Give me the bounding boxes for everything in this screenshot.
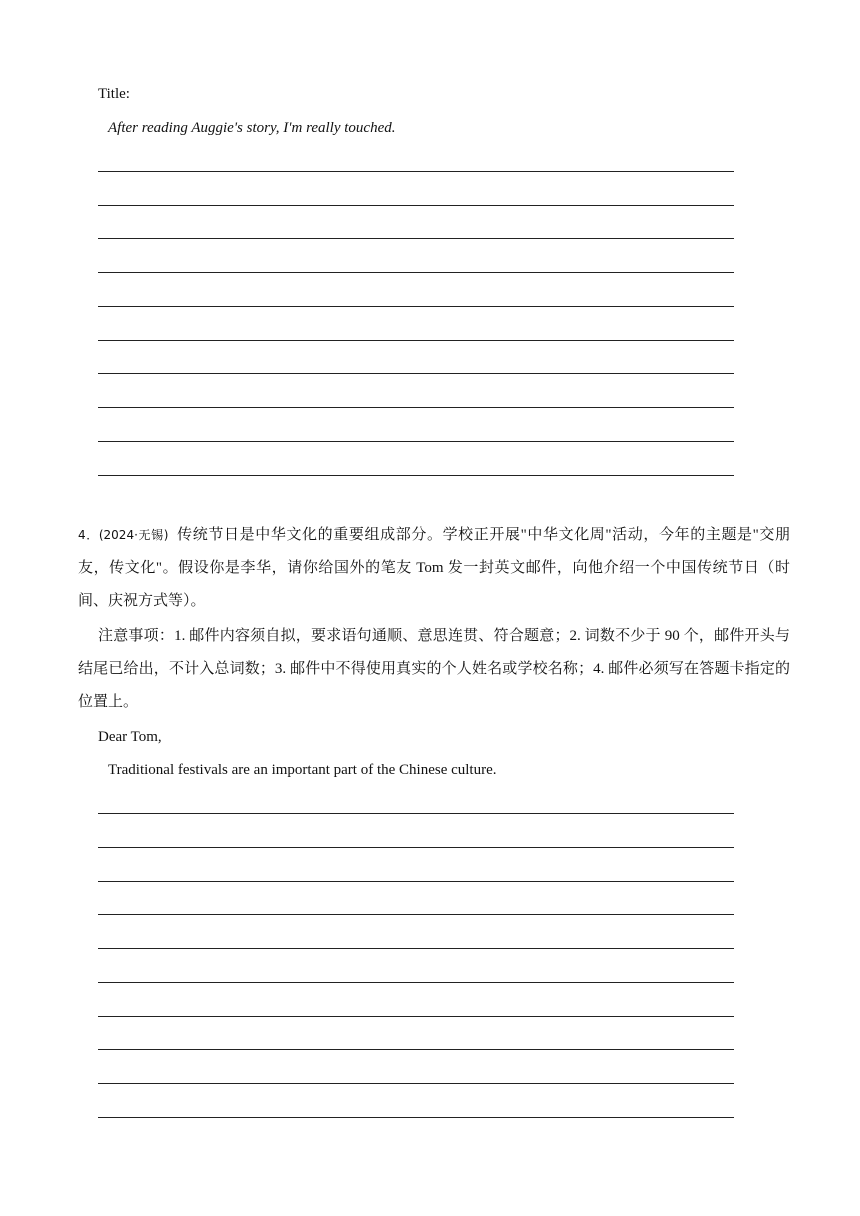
email-greeting: Dear Tom, (98, 729, 162, 745)
answer-line (98, 272, 734, 273)
title-label: Title: (98, 86, 130, 102)
answer-line (98, 1117, 734, 1118)
answer-line (98, 813, 734, 814)
answer-line (98, 407, 734, 408)
answer-line (98, 881, 734, 882)
question-number: 4．(2024·无锡) (78, 528, 169, 542)
answer-line (98, 205, 734, 206)
answer-line (98, 1083, 734, 1084)
answer-line (98, 982, 734, 983)
answer-line (98, 373, 734, 374)
answer-line (98, 306, 734, 307)
answer-line (98, 340, 734, 341)
question-4-notes: 注意事项：1. 邮件内容须自拟，要求语句通顺、意思连贯、符合题意；2. 词数不少于 90 个，邮件开头与结尾已给出，不计入总词数；3. 邮件中不得使用真实的个人姓名或学校名称；4. 邮件必须写在答题卡指定的位置上。 (78, 628, 790, 710)
question-4-prompt (78, 519, 790, 618)
answer-line (98, 475, 734, 476)
answer-line (98, 914, 734, 915)
answer-line (98, 171, 734, 172)
answer-line (98, 1016, 734, 1017)
answer-line (98, 948, 734, 949)
answer-line (98, 441, 734, 442)
essay-starter-sentence: After reading Auggie's story, I'm really touched. (108, 120, 396, 136)
answer-line (98, 238, 734, 239)
email-opening-sentence: Traditional festivals are an important part of the Chinese culture. (108, 762, 497, 778)
answer-line (98, 847, 734, 848)
answer-line (98, 1049, 734, 1050)
question-text: 传统节日是中华文化的重要组成部分。学校正开展"中华文化周"活动，今年的主题是"交朋友，传文化"。假设你是李华，请你给国外的笔友 Tom 发一封英文邮件，向他介绍一个中国传统节日（时间、庆祝方式等）。 (78, 527, 791, 609)
